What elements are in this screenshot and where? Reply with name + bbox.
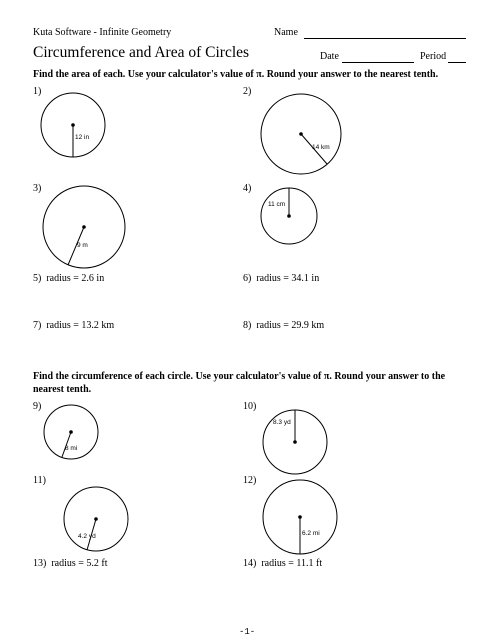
problem-12-radius-label: 6.2 mi [302,530,320,537]
period-label: Period [420,51,447,62]
problem-13 [33,558,108,569]
problem-6-text: radius = 34.1 in [256,273,320,284]
problem-2-radius-label: 14 km [312,144,330,151]
page-title: Circumference and Area of Circles [33,44,250,61]
problem-1-number: 1) [33,86,42,97]
problem-13-text: radius = 5.2 ft [51,558,108,569]
problem-2-number: 2) [243,86,252,97]
date-label: Date [320,51,339,62]
problem-6-number: 6) [243,273,252,284]
problem-14 [243,558,322,569]
problem-4-number: 4) [243,183,252,194]
problem-14-text: radius = 11.1 ft [261,558,323,569]
problem-5-text: radius = 2.6 in [46,273,105,284]
problem-3-number: 3) [33,183,42,194]
problem-12-number: 12) [243,475,257,486]
problem-7-text: radius = 13.2 km [46,320,115,331]
problem-11-radius-label: 4.2 yd [78,533,96,540]
problem-4-radius-label: 11 cm [268,201,286,208]
problem-10-radius-label: 8.3 yd [273,419,291,426]
problem-14-number: 14) [243,558,257,569]
problem-8-number: 8) [243,320,252,331]
problem-8-text: radius = 29.9 km [256,320,325,331]
publisher-label: Kuta Software - Infinite Geometry [33,27,172,38]
problem-7-number: 7) [33,320,42,331]
problem-9-radius-label: 8 mi [65,445,78,452]
problem-3-radius-label: 9 m [77,242,88,249]
page-number: -1- [239,627,256,637]
problem-1-radius-label: 12 in [75,134,90,141]
problem-13-number: 13) [33,558,47,569]
name-label: Name [274,27,298,38]
problem-5-number: 5) [33,273,42,284]
problem-10-number: 10) [243,401,257,412]
problem-11-number: 11) [33,475,46,486]
section-1-instructions: Find the area of each. Use your calculator's value of π. Round your answer to the nearest tenth. [33,69,439,80]
problem-9-number: 9) [33,401,42,412]
section-2-instructions: Find the circumference of each circle. Use your calculator's value of π. Round your answer to the nearest tenth. [33,371,446,395]
